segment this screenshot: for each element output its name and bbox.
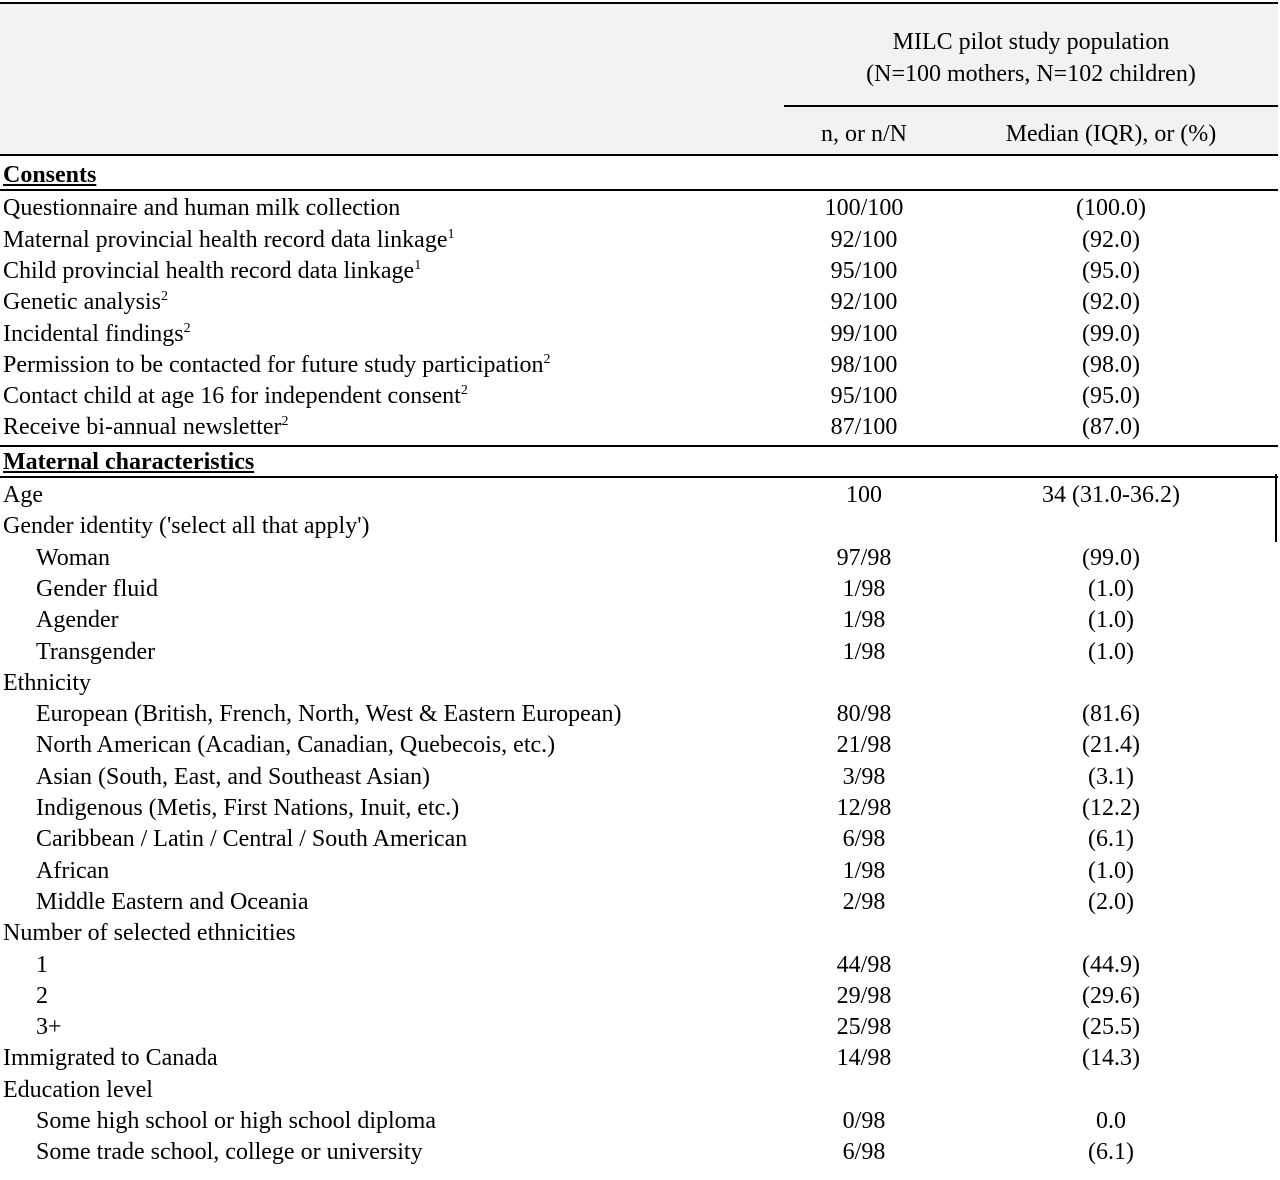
table-row [0, 730, 1278, 761]
row-label-text: 1 [36, 951, 48, 978]
row-label-text: Number of selected ethnicities [3, 920, 296, 947]
header-bottom-rule [0, 154, 1278, 156]
row-label-text: Consents [3, 162, 97, 188]
cell-n: 87/100 [830, 414, 898, 441]
row-label [36, 1137, 423, 1168]
row-label [36, 981, 48, 1012]
row-label [3, 225, 454, 256]
row-label [36, 1012, 62, 1043]
cell-n: 95/100 [830, 383, 898, 410]
cell-median: (3.1) [1088, 763, 1134, 790]
row-label [36, 637, 155, 668]
row-label [3, 918, 296, 949]
footnote-marker: 2 [460, 383, 468, 399]
table-row [0, 1075, 1278, 1106]
row-label [36, 1106, 436, 1137]
row-label [3, 350, 551, 381]
row-label [3, 287, 168, 318]
table-row [0, 381, 1278, 412]
table-row [0, 824, 1278, 855]
cell-median: (99.0) [1082, 544, 1140, 571]
row-label-text: Education level [3, 1076, 153, 1103]
row-label [36, 824, 467, 855]
table-row [0, 887, 1278, 918]
cell-n: 6/98 [842, 1139, 886, 1166]
section-underline-rule [0, 189, 1278, 191]
table-row [0, 193, 1278, 224]
cell-median: (1.0) [1088, 857, 1134, 884]
row-label-text: Middle Eastern and Oceania [36, 888, 309, 915]
cell-median: (95.0) [1082, 383, 1140, 410]
cell-median: (81.6) [1082, 701, 1140, 728]
table-row [0, 574, 1278, 605]
section-header-row [0, 447, 1278, 478]
table-row [0, 699, 1278, 730]
table-row [0, 793, 1278, 824]
row-label-text: Contact child at age 16 for independent consent [3, 383, 461, 410]
row-label [36, 762, 430, 793]
row-label-text: Caribbean / Latin / Central / South American [36, 826, 468, 853]
cell-n: 100/100 [824, 195, 904, 222]
cell-median: (95.0) [1082, 257, 1140, 284]
row-label-text: Questionnaire and human milk collection [3, 195, 401, 222]
table-row [0, 543, 1278, 574]
cell-median: (6.1) [1088, 1139, 1134, 1166]
table-row [0, 856, 1278, 887]
cell-n: 44/98 [836, 951, 892, 978]
row-label [3, 412, 289, 443]
header-span-rule [784, 105, 1278, 107]
table-row [0, 637, 1278, 668]
footnote-marker: 2 [543, 351, 551, 367]
cell-median: (14.3) [1082, 1045, 1140, 1072]
cell-n: 21/98 [836, 732, 892, 759]
row-label [36, 730, 555, 761]
row-label [36, 543, 110, 574]
header-title-line2: (N=100 mothers, N=102 children) [866, 61, 1196, 87]
row-label-text: 2 [36, 982, 48, 1009]
cell-n: 25/98 [836, 1014, 892, 1041]
cell-n: 98/100 [830, 351, 898, 378]
row-label-text: Age [3, 482, 43, 508]
row-label-text: Receive bi-annual newsletter [3, 414, 282, 441]
footnote-marker: 1 [447, 226, 455, 242]
table-row [0, 412, 1278, 443]
row-label-text: Immigrated to Canada [3, 1045, 218, 1072]
row-label [36, 793, 459, 824]
row-label-text: Maternal provincial health record data linkage [3, 226, 448, 253]
section-label [3, 447, 254, 478]
column-header-median: Median (IQR), or (%) [1005, 121, 1217, 147]
header-title-line1: MILC pilot study population [892, 29, 1170, 55]
table-row [0, 225, 1278, 256]
cell-median: (87.0) [1082, 414, 1140, 441]
row-label-text: 3+ [36, 1014, 62, 1041]
cell-n: 80/98 [836, 701, 892, 728]
cell-n: 92/100 [830, 226, 898, 253]
section-header-row [0, 160, 1278, 191]
cell-n: 1/98 [842, 638, 886, 665]
row-label-text: Transgender [36, 638, 156, 665]
cell-median: (100.0) [1076, 195, 1146, 222]
row-label [3, 319, 191, 350]
row-label [36, 605, 119, 636]
row-label [3, 256, 421, 287]
footnote-marker: 2 [160, 289, 168, 305]
cell-n: 95/100 [830, 257, 898, 284]
cell-n: 92/100 [830, 289, 898, 316]
cell-median: (6.1) [1088, 826, 1134, 853]
row-label-text: Gender identity ('select all that apply') [3, 513, 370, 540]
row-label [3, 511, 370, 542]
row-label-text: Asian (South, East, and Southeast Asian) [36, 763, 430, 790]
row-label-text: Ethnicity [3, 669, 91, 696]
row-label [3, 381, 468, 412]
row-label-text: Permission to be contacted for future study participation [3, 351, 544, 378]
footnote-marker: 2 [281, 414, 289, 430]
table-row [0, 605, 1278, 636]
cell-n: 12/98 [836, 795, 892, 821]
table-row [0, 319, 1278, 350]
cell-median: (92.0) [1082, 289, 1140, 316]
row-label-text: Woman [36, 544, 111, 571]
table-row [0, 1012, 1278, 1043]
cell-n: 14/98 [836, 1045, 892, 1072]
row-label [36, 887, 309, 918]
table-row [0, 480, 1278, 511]
row-label-text: European (British, French, North, West & Eastern European) [36, 701, 622, 728]
section-label [3, 160, 96, 191]
row-label [36, 574, 158, 605]
cell-n: 100 [846, 482, 882, 508]
table-row [0, 350, 1278, 381]
row-label [36, 699, 621, 730]
row-label [3, 1075, 153, 1106]
row-label [3, 480, 43, 511]
row-label-text: Gender fluid [36, 575, 158, 602]
table-row [0, 1106, 1278, 1137]
cell-n: 0/98 [842, 1108, 886, 1134]
table-row [0, 762, 1278, 793]
footnote-marker: 2 [183, 320, 191, 336]
footnote-marker: 1 [414, 257, 422, 273]
cell-n: 6/98 [842, 826, 886, 853]
row-label-text: Some trade school, college or university [36, 1139, 423, 1166]
table-row [0, 511, 1278, 542]
cell-median: (2.0) [1088, 888, 1134, 915]
cell-median: (12.2) [1082, 795, 1140, 821]
row-label-text: North American (Acadian, Canadian, Quebecois, etc.) [36, 732, 556, 759]
table-row [0, 1043, 1278, 1074]
table-row [0, 981, 1278, 1012]
row-label-text: Incidental findings [3, 320, 184, 347]
cell-median: 0.0 [1096, 1108, 1126, 1134]
cell-n: 1/98 [842, 607, 886, 634]
table-row [0, 256, 1278, 287]
row-label-text: Maternal characteristics [3, 448, 255, 475]
cell-n: 1/98 [842, 857, 886, 884]
row-label-text: Indigenous (Metis, First Nations, Inuit, etc.) [36, 795, 460, 821]
cell-median: (92.0) [1082, 226, 1140, 253]
cell-n: 2/98 [842, 888, 886, 915]
row-label-text: Agender [36, 607, 119, 634]
table-row [0, 1137, 1278, 1168]
cell-n: 99/100 [830, 320, 898, 347]
table-row [0, 918, 1278, 949]
row-label [36, 950, 48, 981]
cell-median: (44.9) [1082, 951, 1140, 978]
cell-median: (1.0) [1088, 575, 1134, 602]
cell-median: (29.6) [1082, 982, 1140, 1009]
column-header-n: n, or n/N [821, 121, 907, 147]
row-label [3, 193, 400, 224]
table-row [0, 668, 1278, 699]
table-box-edge [1275, 474, 1277, 542]
cell-n: 1/98 [842, 575, 886, 602]
cell-n: 97/98 [836, 544, 892, 571]
cell-median: (98.0) [1082, 351, 1140, 378]
cell-median: 34 (31.0-36.2) [1042, 482, 1180, 508]
table-row [0, 950, 1278, 981]
cell-median: (21.4) [1082, 732, 1140, 759]
row-label-text: Genetic analysis [3, 289, 161, 316]
cell-median: (99.0) [1082, 320, 1140, 347]
row-label [3, 1043, 218, 1074]
row-label [36, 856, 109, 887]
section-underline-rule [0, 476, 1278, 478]
table-row [0, 287, 1278, 318]
cell-median: (1.0) [1088, 607, 1134, 634]
cell-n: 3/98 [842, 763, 886, 790]
cell-median: (25.5) [1082, 1014, 1140, 1041]
row-label-text: African [36, 857, 110, 884]
cell-n: 29/98 [836, 982, 892, 1009]
cell-median: (1.0) [1088, 638, 1134, 665]
row-label-text: Some high school or high school diploma [36, 1108, 436, 1134]
row-label [3, 668, 91, 699]
row-label-text: Child provincial health record data linkage [3, 257, 415, 284]
